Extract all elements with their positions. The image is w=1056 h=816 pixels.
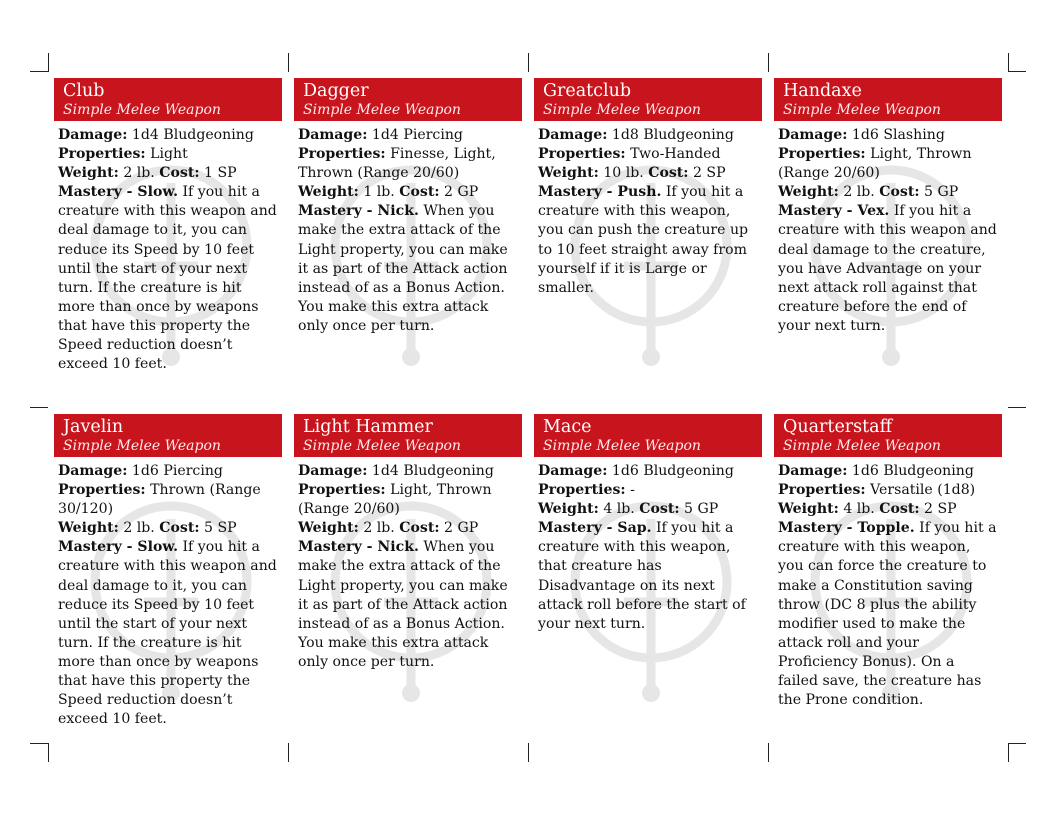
card-body [534, 121, 762, 298]
crop-mark [768, 53, 769, 72]
damage-value: 1d6 Slashing [851, 127, 945, 143]
card-header [54, 78, 282, 121]
crop-mark [288, 743, 289, 762]
damage-line: Damage: 1d6 Piercing [58, 463, 223, 479]
card-body [54, 121, 282, 374]
mastery-text: When you make the extra attack of the Light property, you can make it as part of the Attack action instead of as a Bonus Action. You make this extra attack only once per turn. [298, 539, 508, 670]
card-header [54, 414, 282, 457]
weight-value: 2 lb. [843, 184, 875, 201]
mastery-line [778, 202, 998, 336]
properties-value: Finesse, Light, Thrown (Range 20/60) [298, 146, 496, 182]
damage-value: 1d6 Piercing [131, 463, 223, 479]
crop-mark [288, 53, 289, 72]
weight-value: 2 lb. [123, 520, 155, 537]
mastery-label: Mastery - Slow. [58, 539, 178, 556]
mastery-label: Mastery - Sap. [538, 520, 652, 537]
cost-value: 2 SP [692, 165, 726, 182]
card-body [774, 457, 1002, 710]
damage-value: 1d4 Bludgeoning [371, 463, 494, 479]
mastery-line [778, 519, 998, 710]
mastery-label: Mastery - Nick. [298, 203, 419, 220]
card-subtitle: Simple Melee Weapon [783, 102, 941, 118]
card-title: Greatclub [543, 81, 632, 101]
card-title: Light Hammer [303, 417, 433, 437]
damage-line: Damage: 1d6 Bludgeoning [778, 463, 974, 479]
weapon-card-light-hammer [294, 414, 522, 744]
crop-mark [30, 743, 48, 744]
card-title: Handaxe [783, 81, 862, 101]
card-subtitle: Simple Melee Weapon [783, 438, 941, 454]
crop-mark [1008, 743, 1026, 744]
weight-cost-line: Weight: 10 lb. Cost: 2 SP [538, 165, 726, 182]
damage-line: Damage: 1d4 Piercing [298, 127, 463, 143]
damage-line: Damage: 1d8 Bludgeoning [538, 127, 734, 143]
weapon-card-greatclub [534, 78, 762, 408]
mastery-label: Mastery - Vex. [778, 203, 890, 220]
mastery-line [538, 183, 758, 298]
crop-mark [1008, 407, 1026, 408]
mastery-text: If you hit a creature with this weapon and deal damage to the creature, you have Advantage on your next attack roll against that creature before the end of your next turn. [778, 203, 997, 334]
mastery-label: Mastery - Push. [538, 184, 662, 201]
damage-value: 1d6 Bludgeoning [611, 463, 734, 479]
crop-mark [48, 53, 49, 72]
crop-mark [768, 743, 769, 762]
weapon-card-javelin [54, 414, 282, 744]
crop-mark [30, 407, 48, 408]
properties-value: Thrown (Range 30/120) [58, 482, 261, 518]
properties-line: Properties: - [538, 482, 635, 499]
weapon-card-handaxe [774, 78, 1002, 408]
card-header [774, 414, 1002, 457]
card-header [294, 414, 522, 457]
mastery-line [58, 183, 278, 374]
weapon-card-mace [534, 414, 762, 744]
card-header [534, 414, 762, 457]
card-subtitle: Simple Melee Weapon [543, 438, 701, 454]
card-body [294, 457, 522, 672]
mastery-text: If you hit a creature with this weapon, you can push the creature up to 10 feet straight away from yourself if it is Large or smaller. [538, 184, 749, 296]
card-title: Dagger [303, 81, 369, 101]
mastery-label: Mastery - Topple. [778, 520, 915, 537]
mastery-line [298, 202, 518, 336]
weight-cost-line: Weight: 2 lb. Cost: 5 GP [778, 184, 959, 201]
mastery-text: If you hit a creature with this weapon and deal damage to it, you can reduce its Speed by 10 feet until the start of your next turn. If the creature is hit more than once by weapons that have this property the Speed reduction doesn’t exceed 10 feet. [58, 539, 277, 728]
cost-value: 5 SP [204, 520, 237, 537]
weight-value: 4 lb. [843, 501, 875, 518]
properties-value: Light, Thrown (Range 20/60) [778, 146, 972, 182]
weapon-card-quarterstaff [774, 414, 1002, 744]
card-title: Javelin [63, 417, 124, 437]
cost-value: 5 GP [924, 184, 959, 201]
card-body [294, 121, 522, 336]
damage-line: Damage: 1d6 Bludgeoning [538, 463, 734, 479]
weight-cost-line: Weight: 2 lb. Cost: 5 SP [58, 520, 237, 537]
crop-mark [528, 743, 529, 762]
damage-value: 1d8 Bludgeoning [611, 127, 734, 143]
properties-value: Light, Thrown (Range 20/60) [298, 482, 492, 518]
damage-value: 1d4 Bludgeoning [131, 127, 254, 143]
weight-value: 10 lb. [603, 165, 644, 182]
weight-value: 1 lb. [363, 184, 395, 201]
weapon-card-club [54, 78, 282, 408]
card-body [54, 457, 282, 729]
properties-line: Properties: Two-Handed [538, 146, 721, 163]
properties-line: Properties: Versatile (1d8) [778, 482, 976, 499]
cost-value: 2 SP [924, 501, 957, 518]
mastery-text: If you hit a creature with this weapon, you can force the creature to make a Constitution saving throw (DC 8 plus the ability modifier used to make the attack roll and your Proficiency Bonus). On a failed save, the creature has the Prone condition. [778, 520, 997, 709]
crop-mark [528, 53, 529, 72]
weight-value: 2 lb. [363, 520, 395, 537]
cost-value: 1 SP [204, 165, 237, 182]
mastery-label: Mastery - Nick. [298, 539, 419, 556]
properties-value: - [630, 482, 635, 499]
weight-value: 4 lb. [603, 501, 635, 518]
weight-cost-line: Weight: 2 lb. Cost: 1 SP [58, 165, 237, 182]
card-subtitle: Simple Melee Weapon [303, 102, 461, 118]
card-header [534, 78, 762, 121]
card-body [534, 457, 762, 634]
crop-mark [48, 743, 49, 762]
card-subtitle: Simple Melee Weapon [63, 438, 221, 454]
weight-cost-line: Weight: 4 lb. Cost: 2 SP [778, 501, 957, 518]
card-subtitle: Simple Melee Weapon [543, 102, 701, 118]
card-title: Quarterstaff [783, 417, 893, 437]
card-subtitle: Simple Melee Weapon [303, 438, 461, 454]
mastery-text: When you make the extra attack of the Light property, you can make it as part of the Attack action instead of as a Bonus Action. You make this extra attack only once per turn. [298, 203, 508, 334]
weight-cost-line: Weight: 4 lb. Cost: 5 GP [538, 501, 719, 518]
crop-mark [1008, 71, 1026, 72]
weight-cost-line: Weight: 1 lb. Cost: 2 GP [298, 184, 479, 201]
properties-value: Light [150, 146, 188, 163]
crop-mark [30, 71, 48, 72]
crop-mark [1008, 53, 1009, 72]
card-header [294, 78, 522, 121]
mastery-line [58, 538, 278, 729]
damage-value: 1d4 Piercing [371, 127, 463, 143]
mastery-label: Mastery - Slow. [58, 184, 178, 201]
cost-value: 5 GP [684, 501, 719, 518]
crop-mark [1008, 743, 1009, 762]
properties-line: Properties: Light [58, 146, 188, 163]
cost-value: 2 GP [444, 184, 479, 201]
weapon-card-dagger [294, 78, 522, 408]
mastery-text: If you hit a creature with this weapon and deal damage to it, you can reduce its Speed by 10 feet until the start of your next turn. If the creature is hit more than once by weapons that have this property the Speed reduction doesn’t exceed 10 feet. [58, 184, 277, 373]
card-title: Club [63, 81, 105, 101]
weight-value: 2 lb. [123, 165, 155, 182]
cost-value: 2 GP [444, 520, 479, 537]
damage-line: Damage: 1d4 Bludgeoning [58, 127, 254, 143]
properties-value: Versatile (1d8) [870, 482, 976, 499]
damage-line: Damage: 1d6 Slashing [778, 127, 945, 143]
mastery-text: If you hit a creature with this weapon, that creature has Disadvantage on its next attack roll before the start of your next turn. [538, 520, 746, 632]
properties-line: Properties: Thrown (Range 30/120) [58, 482, 261, 518]
properties-line: Properties: Finesse, Light, Thrown (Range 20/60) [298, 146, 496, 182]
damage-line: Damage: 1d4 Bludgeoning [298, 463, 494, 479]
card-body [774, 121, 1002, 336]
mastery-line [298, 538, 518, 672]
weight-cost-line: Weight: 2 lb. Cost: 2 GP [298, 520, 479, 537]
properties-line: Properties: Light, Thrown (Range 20/60) [298, 482, 492, 518]
card-subtitle: Simple Melee Weapon [63, 102, 221, 118]
card-title: Mace [543, 417, 592, 437]
mastery-line [538, 519, 758, 634]
card-header [774, 78, 1002, 121]
damage-value: 1d6 Bludgeoning [851, 463, 974, 479]
properties-value: Two-Handed [630, 146, 721, 163]
properties-line: Properties: Light, Thrown (Range 20/60) [778, 146, 972, 182]
